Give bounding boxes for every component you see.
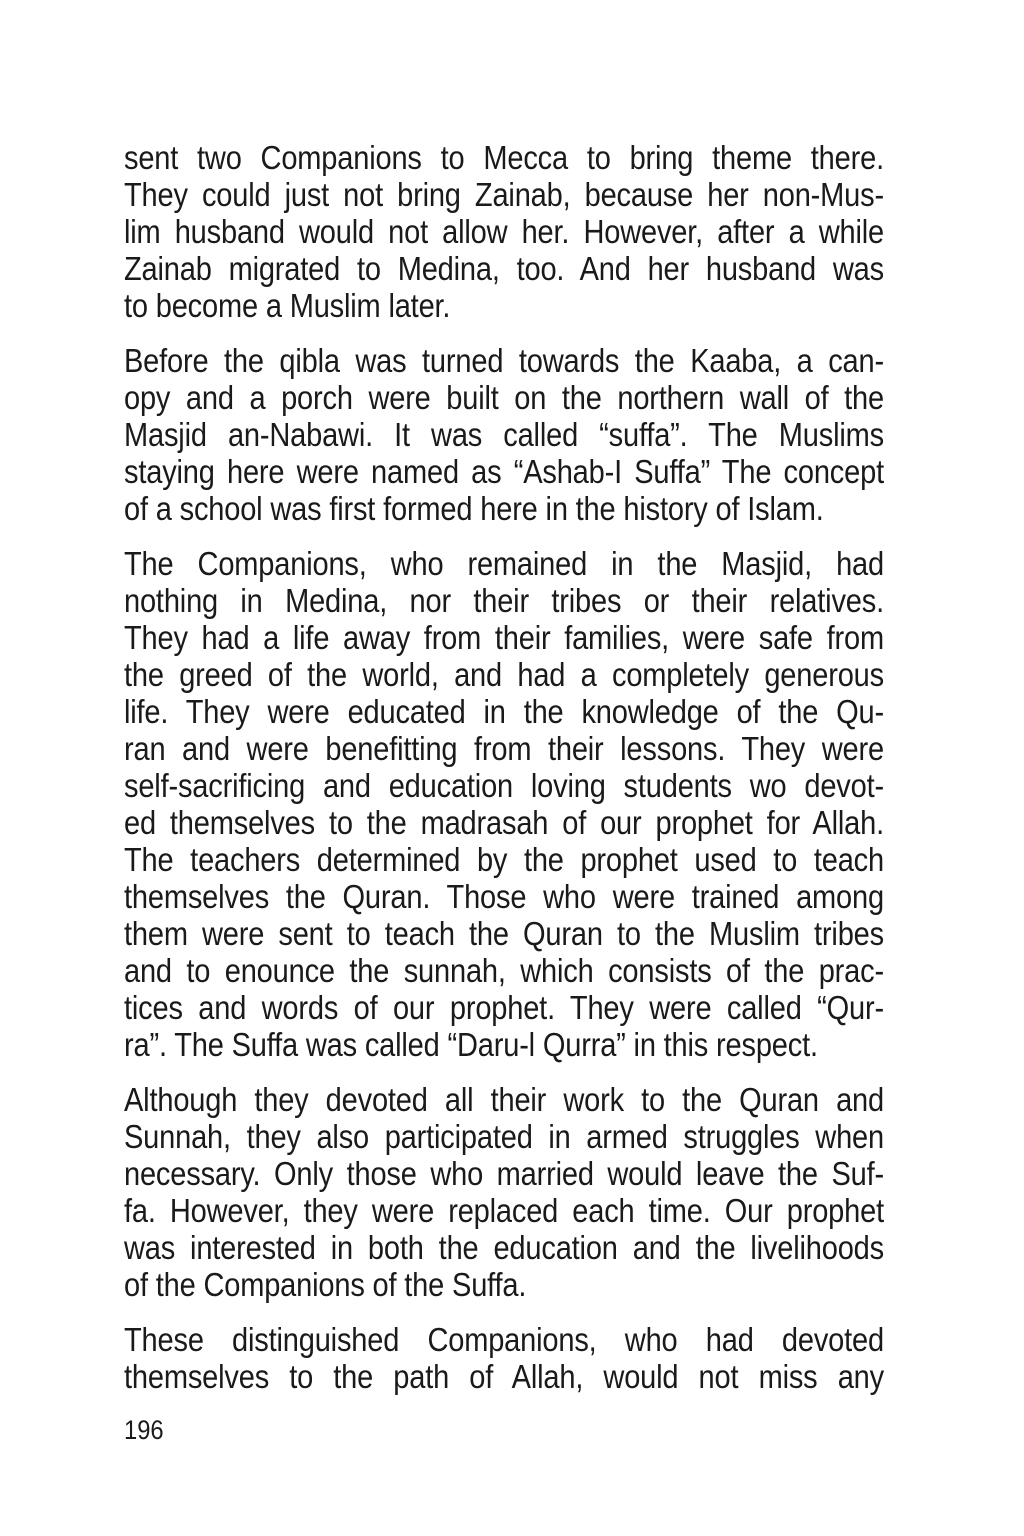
text-line: to become a Muslim later. (124, 287, 451, 324)
text-line: lim husband would not allow her. However, after a while (124, 213, 884, 250)
paragraph (124, 545, 884, 1063)
text-line: ed themselves to the madrasah of our prophet for Allah. (124, 804, 884, 841)
text-line: The teachers determined by the prophet used to teach (124, 841, 884, 878)
text-line: was interested in both the education and the livelihoods (124, 1229, 884, 1266)
text-line: themselves the Quran. Those who were trained among (124, 878, 884, 915)
text-line: self-sacrificing and education loving students wo devot- (124, 767, 884, 804)
text-line: tices and words of our prophet. They were called “Qur- (124, 989, 884, 1026)
text-line: themselves to the path of Allah, would not miss any (124, 1358, 884, 1395)
text-line: They could just not bring Zainab, because her non-Mus- (124, 176, 884, 213)
text-line: These distinguished Companions, who had devoted (124, 1321, 884, 1358)
paragraph (124, 1321, 884, 1395)
text-line: Sunnah, they also participated in armed struggles when (124, 1118, 884, 1155)
text-line: opy and a porch were built on the northern wall of the (124, 379, 884, 416)
text-line: staying here were named as “Ashab-I Suffa” The concept (124, 453, 884, 490)
text-line: necessary. Only those who married would leave the Suf- (124, 1155, 884, 1192)
text-line: sent two Companions to Mecca to bring theme there. (124, 139, 884, 176)
text-line: of the Companions of the Suffa. (124, 1266, 527, 1303)
text-line: the greed of the world, and had a completely generous (124, 656, 884, 693)
text-line: ra”. The Suffa was called “Daru-l Qurra” in this respect. (124, 1026, 818, 1063)
text-line: Zainab migrated to Medina, too. And her husband was (124, 250, 884, 287)
text-line: They had a life away from their families, were safe from (124, 619, 884, 656)
text-line: ran and were benefitting from their lessons. They were (124, 730, 884, 767)
text-column (124, 139, 884, 1447)
paragraph (124, 1081, 884, 1303)
text-line: them were sent to teach the Quran to the Muslim tribes (124, 915, 884, 952)
text-line: Before the qibla was turned towards the Kaaba, a can- (124, 342, 884, 379)
page-number: 196 (124, 1415, 164, 1445)
text-line: Although they devoted all their work to the Quran and (124, 1081, 884, 1118)
text-line: and to enounce the sunnah, which consists of the prac- (124, 952, 884, 989)
text-line: Masjid an-Nabawi. It was called “suffa”. The Muslims (124, 416, 884, 453)
text-line: nothing in Medina, nor their tribes or their relatives. (124, 582, 884, 619)
paragraph (124, 139, 884, 324)
text-line: fa. However, they were replaced each time. Our prophet (124, 1192, 884, 1229)
text-line: life. They were educated in the knowledge of the Qu- (124, 693, 884, 730)
paragraph (124, 342, 884, 527)
text-line: of a school was first formed here in the history of Islam. (124, 490, 824, 527)
page-body (124, 139, 884, 1395)
text-line: The Companions, who remained in the Masjid, had (124, 545, 884, 582)
